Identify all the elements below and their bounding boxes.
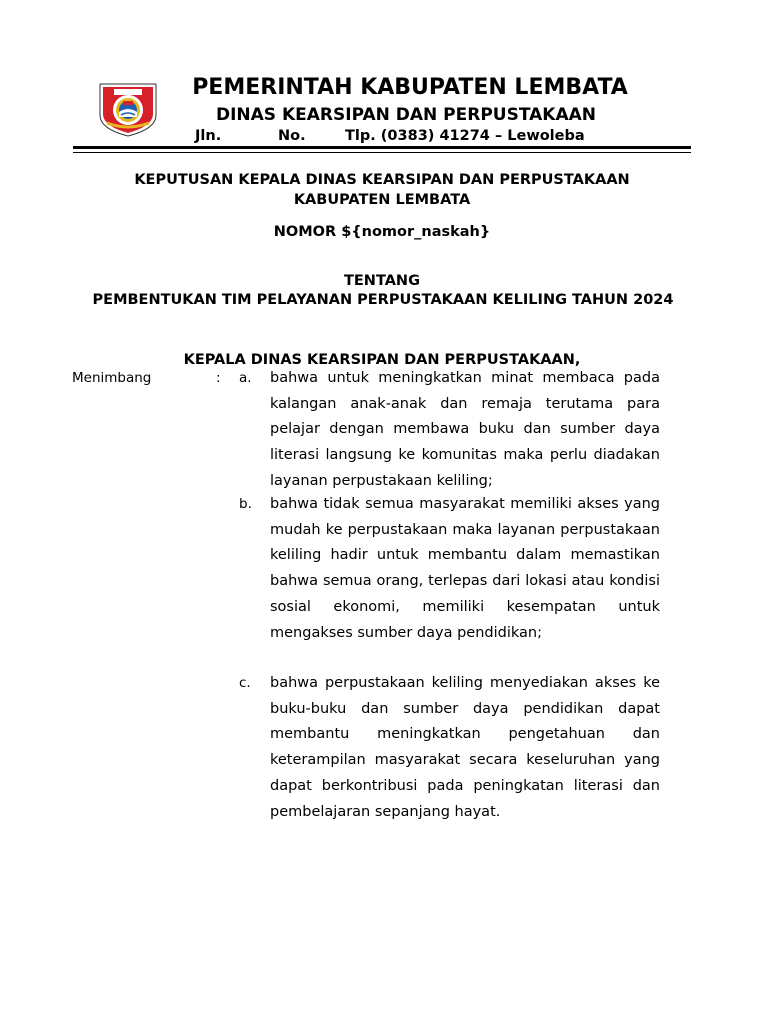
- considering-label: Menimbang: [72, 370, 152, 386]
- item-b-letter: b.: [239, 496, 252, 512]
- agency-name: DINAS KEARSIPAN DAN PERPUSTAKAAN: [215, 105, 597, 125]
- government-name: PEMERINTAH KABUPATEN LEMBATA: [192, 75, 628, 100]
- considering-colon: :: [216, 370, 221, 386]
- decree-subject: PEMBENTUKAN TIM PELAYANAN PERPUSTAKAAN KELILING TAHUN 2024: [92, 292, 674, 308]
- agency-address: [195, 127, 585, 145]
- decree-title-line1: KEPUTUSAN KEPALA DINAS KEARSIPAN DAN PERPUSTAKAAN: [134, 172, 630, 188]
- letterhead-rule-thin: [73, 152, 691, 153]
- item-a-text: bahwa untuk meningkatkan minat membaca pada kalangan anak-anak dan remaja terutama para pelajar dengan membawa buku dan sumber daya literasi langsung ke komunitas maka perlu diadakan layanan perpustakaan keliling;: [270, 370, 660, 489]
- address-street: Jln.: [195, 128, 222, 144]
- item-c-letter: c.: [239, 675, 251, 691]
- lembata-regency-emblem-icon: [97, 79, 159, 137]
- item-a-letter: a.: [239, 370, 252, 386]
- item-b-text: bahwa tidak semua masyarakat memiliki akses yang mudah ke perpustakaan maka layanan perpustakaan keliling hadir untuk membantu dalam memastikan bahwa semua orang, terlepas dari lokasi atau kondisi sosial ekonomi, memiliki kesempatan untuk mengakses sumber daya pendidikan;: [270, 496, 660, 641]
- item-c-text: bahwa perpustakaan keliling menyediakan akses ke buku-buku dan sumber daya pendidikan dapat membantu meningkatkan pengetahuan dan keterampilan masyarakat secara keseluruhan yang dapat berkontribusi pada peningkatan literasi dan pembelajaran sepanjang hayat.: [270, 675, 660, 820]
- decree-title-line2: KABUPATEN LEMBATA: [293, 192, 471, 208]
- letterhead-rule-thick: [73, 146, 691, 149]
- address-phone: Tlp. (0383) 41274 – Lewoleba: [345, 128, 585, 144]
- address-number: No.: [278, 128, 306, 144]
- decree-number: NOMOR ${nomor_naskah}: [273, 224, 491, 240]
- issuing-official: KEPALA DINAS KEARSIPAN DAN PERPUSTAKAAN,: [183, 352, 581, 368]
- about-label: TENTANG: [344, 273, 420, 289]
